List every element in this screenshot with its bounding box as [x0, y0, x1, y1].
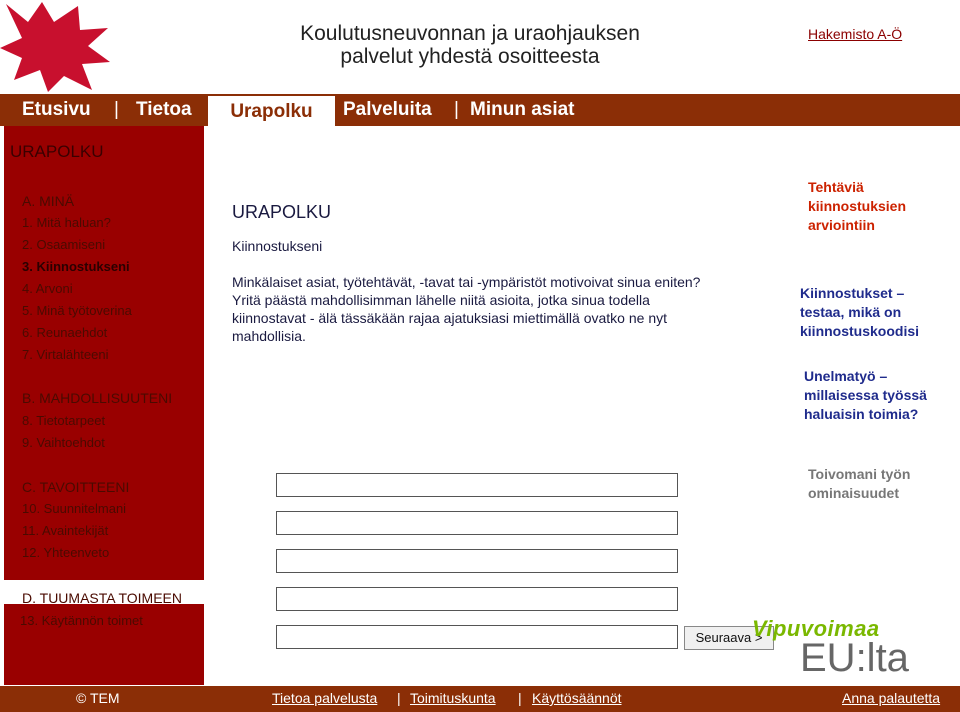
sidebar-item-reunaehdot[interactable]: 6. Reunaehdot: [22, 325, 108, 340]
page-subtitle: Kiinnostukseni: [232, 238, 323, 254]
sidebar-title: URAPOLKU: [10, 142, 104, 161]
nav-tietoa[interactable]: Tietoa: [136, 99, 192, 120]
logo-text-vipuvoimaa: Vipuvoimaa: [752, 616, 880, 641]
sidebar-section-tavoitteeni[interactable]: C. TAVOITTEENI: [22, 479, 130, 495]
footer-separator: |: [518, 690, 522, 706]
footer: [0, 686, 960, 712]
sidebar-item-avaintekijat[interactable]: 11. Avaintekijät: [22, 523, 109, 538]
nav-separator: |: [454, 99, 459, 120]
interest-input-3[interactable]: [276, 549, 678, 573]
sidebar-item-mina-tyotoverina[interactable]: 5. Minä työtoverina: [22, 303, 132, 318]
site-title-line1: Koulutusneuvonnan ja uraohjauksen: [300, 22, 640, 45]
interest-test-link[interactable]: Kiinnostukset – testaa, mikä on kiinnostuskoodisi: [800, 285, 920, 339]
footer-toimituskunta-link[interactable]: Toimituskunta: [410, 690, 496, 706]
footer-kayttosaannot-link[interactable]: Käyttösäännöt: [532, 690, 622, 706]
sidebar-item-vaihtoehdot[interactable]: 9. Vaihtoehdot: [22, 435, 105, 450]
dream-job-link[interactable]: Unelmatyö – millaisessa työssä haluaisin toimia?: [804, 368, 927, 422]
index-a-o-link[interactable]: Hakemisto A-Ö: [808, 26, 903, 42]
sidebar-item-yhteenveto[interactable]: 12. Yhteenveto: [22, 545, 110, 560]
sidebar-section-mahdollisuuteni[interactable]: B. MAHDOLLISUUTENI: [22, 390, 173, 406]
nav-minun-asiat[interactable]: Minun asiat: [470, 99, 575, 120]
sidebar-section-tuumasta-toimeen[interactable]: D. TUUMASTA TOIMEEN: [22, 590, 182, 606]
footer-separator: |: [397, 690, 401, 706]
site-title-line2: palvelut yhdestä osoitteesta: [340, 45, 600, 68]
interest-input-4[interactable]: [276, 587, 678, 611]
brand-logo-burst-icon: [0, 0, 116, 92]
sidebar-item-kiinnostukseni-current[interactable]: 3. Kiinnostukseni: [22, 259, 130, 274]
sidebar-item-kaytannon-toimet[interactable]: 13. Käytännön toimet: [20, 613, 143, 628]
interest-input-5[interactable]: [276, 625, 678, 649]
sidebar-item-virtalahteeni[interactable]: 7. Virtalähteeni: [22, 347, 109, 362]
instruction-text: Minkälaiset asiat, työtehtävät, -tavat tai -ympäristöt motivoivat sinua eniten? Yritä päästä mahdollisimman lähelle niitä asioita, jotka sinua todella kiinnostavat - älä tässäkään rajaa ajatuksiasi miettimällä ovatko ne nyt mahdollisia.: [232, 274, 701, 344]
footer-anna-palautetta-link[interactable]: Anna palautetta: [842, 690, 941, 706]
sidebar-section-mina[interactable]: A. MINÄ: [22, 193, 75, 209]
sidebar-item-osaamiseni[interactable]: 2. Osaamiseni: [22, 237, 106, 252]
nav-separator: |: [114, 99, 119, 120]
logo-text-eulta: EU:lta: [800, 636, 909, 680]
footer-copyright: © TEM: [76, 690, 120, 706]
interest-input-1[interactable]: [276, 473, 678, 497]
footer-tietoa-palvelusta-link[interactable]: Tietoa palvelusta: [272, 690, 378, 706]
sidebar-item-tietotarpeet[interactable]: 8. Tietotarpeet: [22, 413, 106, 428]
sidebar-item-suunnitelmani[interactable]: 10. Suunnitelmani: [22, 501, 127, 516]
nav-palveluita[interactable]: Palveluita: [343, 99, 432, 120]
desired-job-features-link[interactable]: Toivomani työn ominaisuudet: [808, 466, 911, 501]
sidebar-item-arvoni[interactable]: 4. Arvoni: [22, 281, 73, 296]
nav-urapolku-active-tab[interactable]: Urapolku: [208, 96, 335, 126]
page-title: URAPOLKU: [232, 202, 332, 222]
next-button[interactable]: Seuraava >: [684, 626, 774, 650]
interest-input-2[interactable]: [276, 511, 678, 535]
top-navigation: [0, 94, 960, 126]
site-title: [240, 22, 700, 68]
sidebar-item-mita-haluan[interactable]: 1. Mitä haluan?: [22, 215, 111, 230]
tasks-heading: Tehtäviä kiinnostuksien arviointiin: [808, 179, 907, 233]
nav-etusivu[interactable]: Etusivu: [22, 99, 91, 120]
eu-funding-logo: [752, 614, 952, 686]
